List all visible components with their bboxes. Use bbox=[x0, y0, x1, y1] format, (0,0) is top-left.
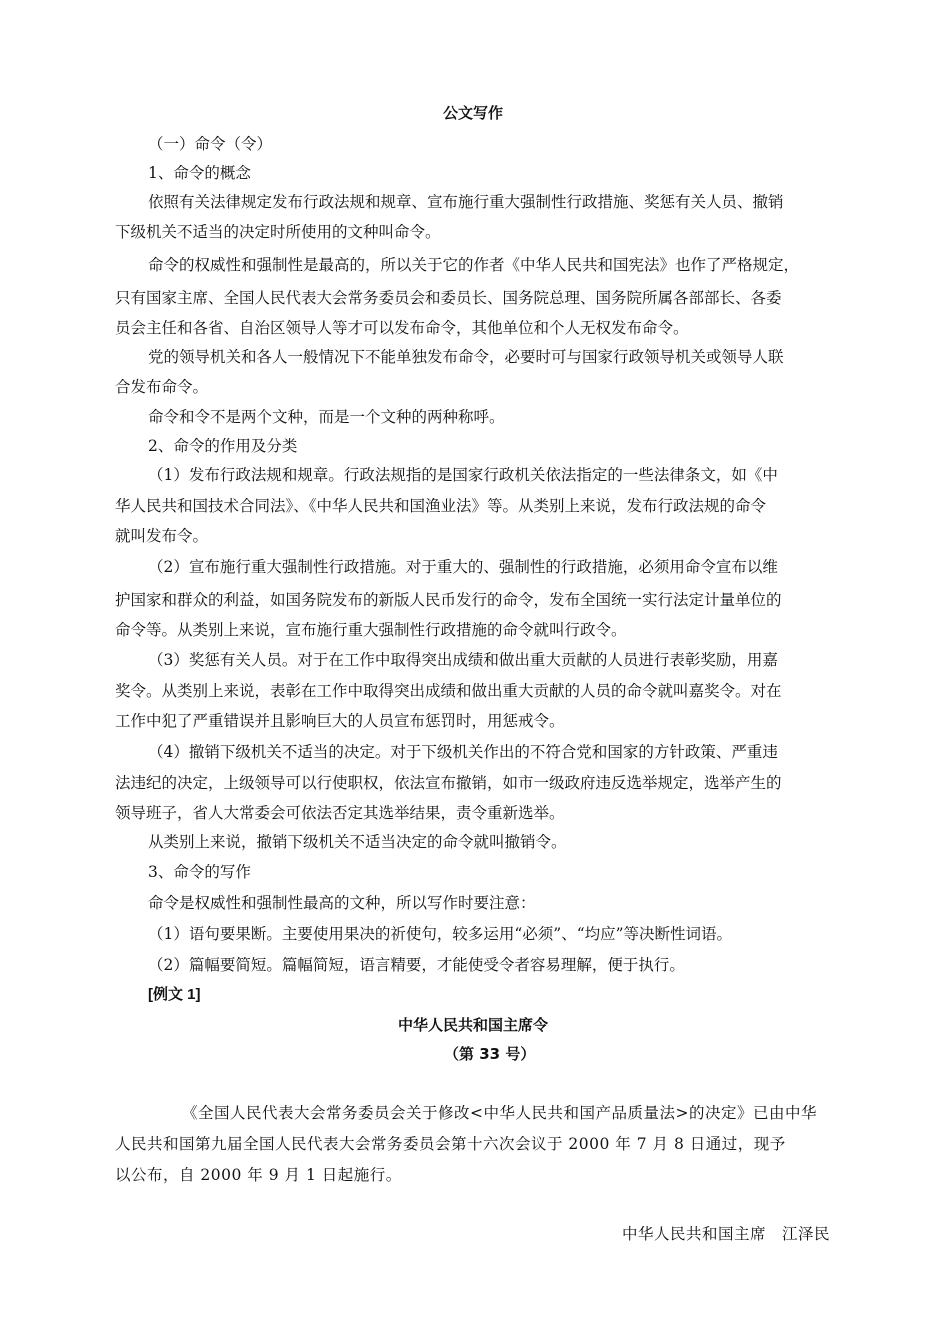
paragraph-line: 工作中犯了严重错误并且影响巨大的人员宣布惩罚时，用惩戒令。 bbox=[115, 712, 565, 730]
paragraph-line: 命令等。从类别上来说，宣布施行重大强制性行政措施的命令就叫行政令。 bbox=[115, 621, 627, 639]
paragraph-line: 就叫发布令。 bbox=[115, 527, 209, 545]
order-number: （第 33 号） bbox=[444, 1045, 536, 1063]
paragraph-line: 领导班子，省人大常委会可依法否定其选举结果，责令重新选举。 bbox=[115, 804, 565, 822]
paragraph-line: 从类别上来说，撤销下级机关不适当决定的命令就叫撤销令。 bbox=[148, 833, 567, 851]
doc-title: 公文写作 bbox=[443, 104, 504, 122]
paragraph-line: （1）发布行政法规和规章。行政法规指的是国家行政机关依法指定的一些法律条文，如《中 bbox=[148, 466, 778, 484]
paragraph-line: （1）语句要果断。主要使用果决的祈使句，较多运用“必须”、“均应”等决断性词语。 bbox=[148, 925, 733, 943]
paragraph-line: 合发布命令。 bbox=[115, 378, 209, 396]
paragraph-line: 奖令。从类别上来说，表彰在工作中取得突出成绩和做出重大贡献的人员的命令就叫嘉奖令。对在 bbox=[115, 682, 782, 700]
paragraph-line: 命令和令不是两个文种，而是一个文种的两种称呼。 bbox=[148, 408, 505, 426]
section-heading: （一）命令（令） bbox=[148, 135, 273, 153]
example-label: [例文 1] bbox=[148, 986, 201, 1003]
order-body-line: 人民共和国第九届全国人民代表大会常务委员会第十六次会议于 2000 年 7 月 8 日通过，现予 bbox=[115, 1135, 786, 1153]
paragraph-line: （4）撤销下级机关不适当的决定。对于下级机关作出的不符合党和国家的方针政策、严重违 bbox=[148, 743, 778, 761]
order-body-line: 以公布，自 2000 年 9 月 1 日起施行。 bbox=[115, 1166, 402, 1184]
paragraph-line: （3）奖惩有关人员。对于在工作中取得突出成绩和做出重大贡献的人员进行表彰奖励，用嘉 bbox=[148, 651, 778, 669]
paragraph-line: 党的领导机关和各人一般情况下不能单独发布命令，必要时可与国家行政领导机关或领导人联 bbox=[148, 348, 784, 366]
paragraph-line: 下级机关不适当的决定时所使用的文种叫命令。 bbox=[115, 223, 441, 241]
paragraph-line: 员会主任和各省、自治区领导人等才可以发布命令，其他单位和个人无权发布命令。 bbox=[115, 319, 689, 337]
paragraph-line: 法违纪的决定，上级领导可以行使职权，依法宣布撤销，如市一级政府违反选举规定，选举产生的 bbox=[115, 774, 782, 792]
paragraph-line: 只有国家主席、全国人民代表大会常务委员会和委员长、国务院总理、国务院所属各部部长、各委 bbox=[115, 289, 782, 307]
paragraph-line: （2）篇幅要简短。篇幅简短，语言精要，才能使受令者容易理解，便于执行。 bbox=[148, 956, 685, 974]
paragraph-line: 依照有关法律规定发布行政法规和规章、宣布施行重大强制性行政措施、奖惩有关人员、撤销 bbox=[148, 193, 784, 211]
paragraph-line: 护国家和群众的利益，如国务院发布的新版人民币发行的命令，发布全国统一实行法定计量单位的 bbox=[115, 591, 782, 609]
signature: 中华人民共和国主席 江泽民 bbox=[622, 1225, 831, 1243]
order-body-line: 《全国人民代表大会常务委员会关于修改<中华人民共和国产品质量法>的决定》已由中华 bbox=[182, 1104, 817, 1122]
subheading: 2、命令的作用及分类 bbox=[148, 437, 298, 455]
paragraph-line: 命令是权威性和强制性最高的文种，所以写作时要注意： bbox=[148, 894, 536, 912]
order-title: 中华人民共和国主席令 bbox=[398, 1016, 549, 1034]
subheading: 1、命令的概念 bbox=[148, 164, 251, 182]
paragraph-line: （2）宣布施行重大强制性行政措施。对于重大的、强制性的行政措施，必须用命令宣布以维 bbox=[148, 558, 778, 576]
subheading: 3、命令的写作 bbox=[148, 863, 251, 881]
paragraph-line: 华人民共和国技术合同法》、《中华人民共和国渔业法》等。从类别上来说，发布行政法规的命令 bbox=[115, 497, 767, 515]
paragraph-line: 命令的权威性和强制性是最高的，所以关于它的作者《中华人民共和国宪法》也作了严格规定， bbox=[148, 256, 800, 274]
